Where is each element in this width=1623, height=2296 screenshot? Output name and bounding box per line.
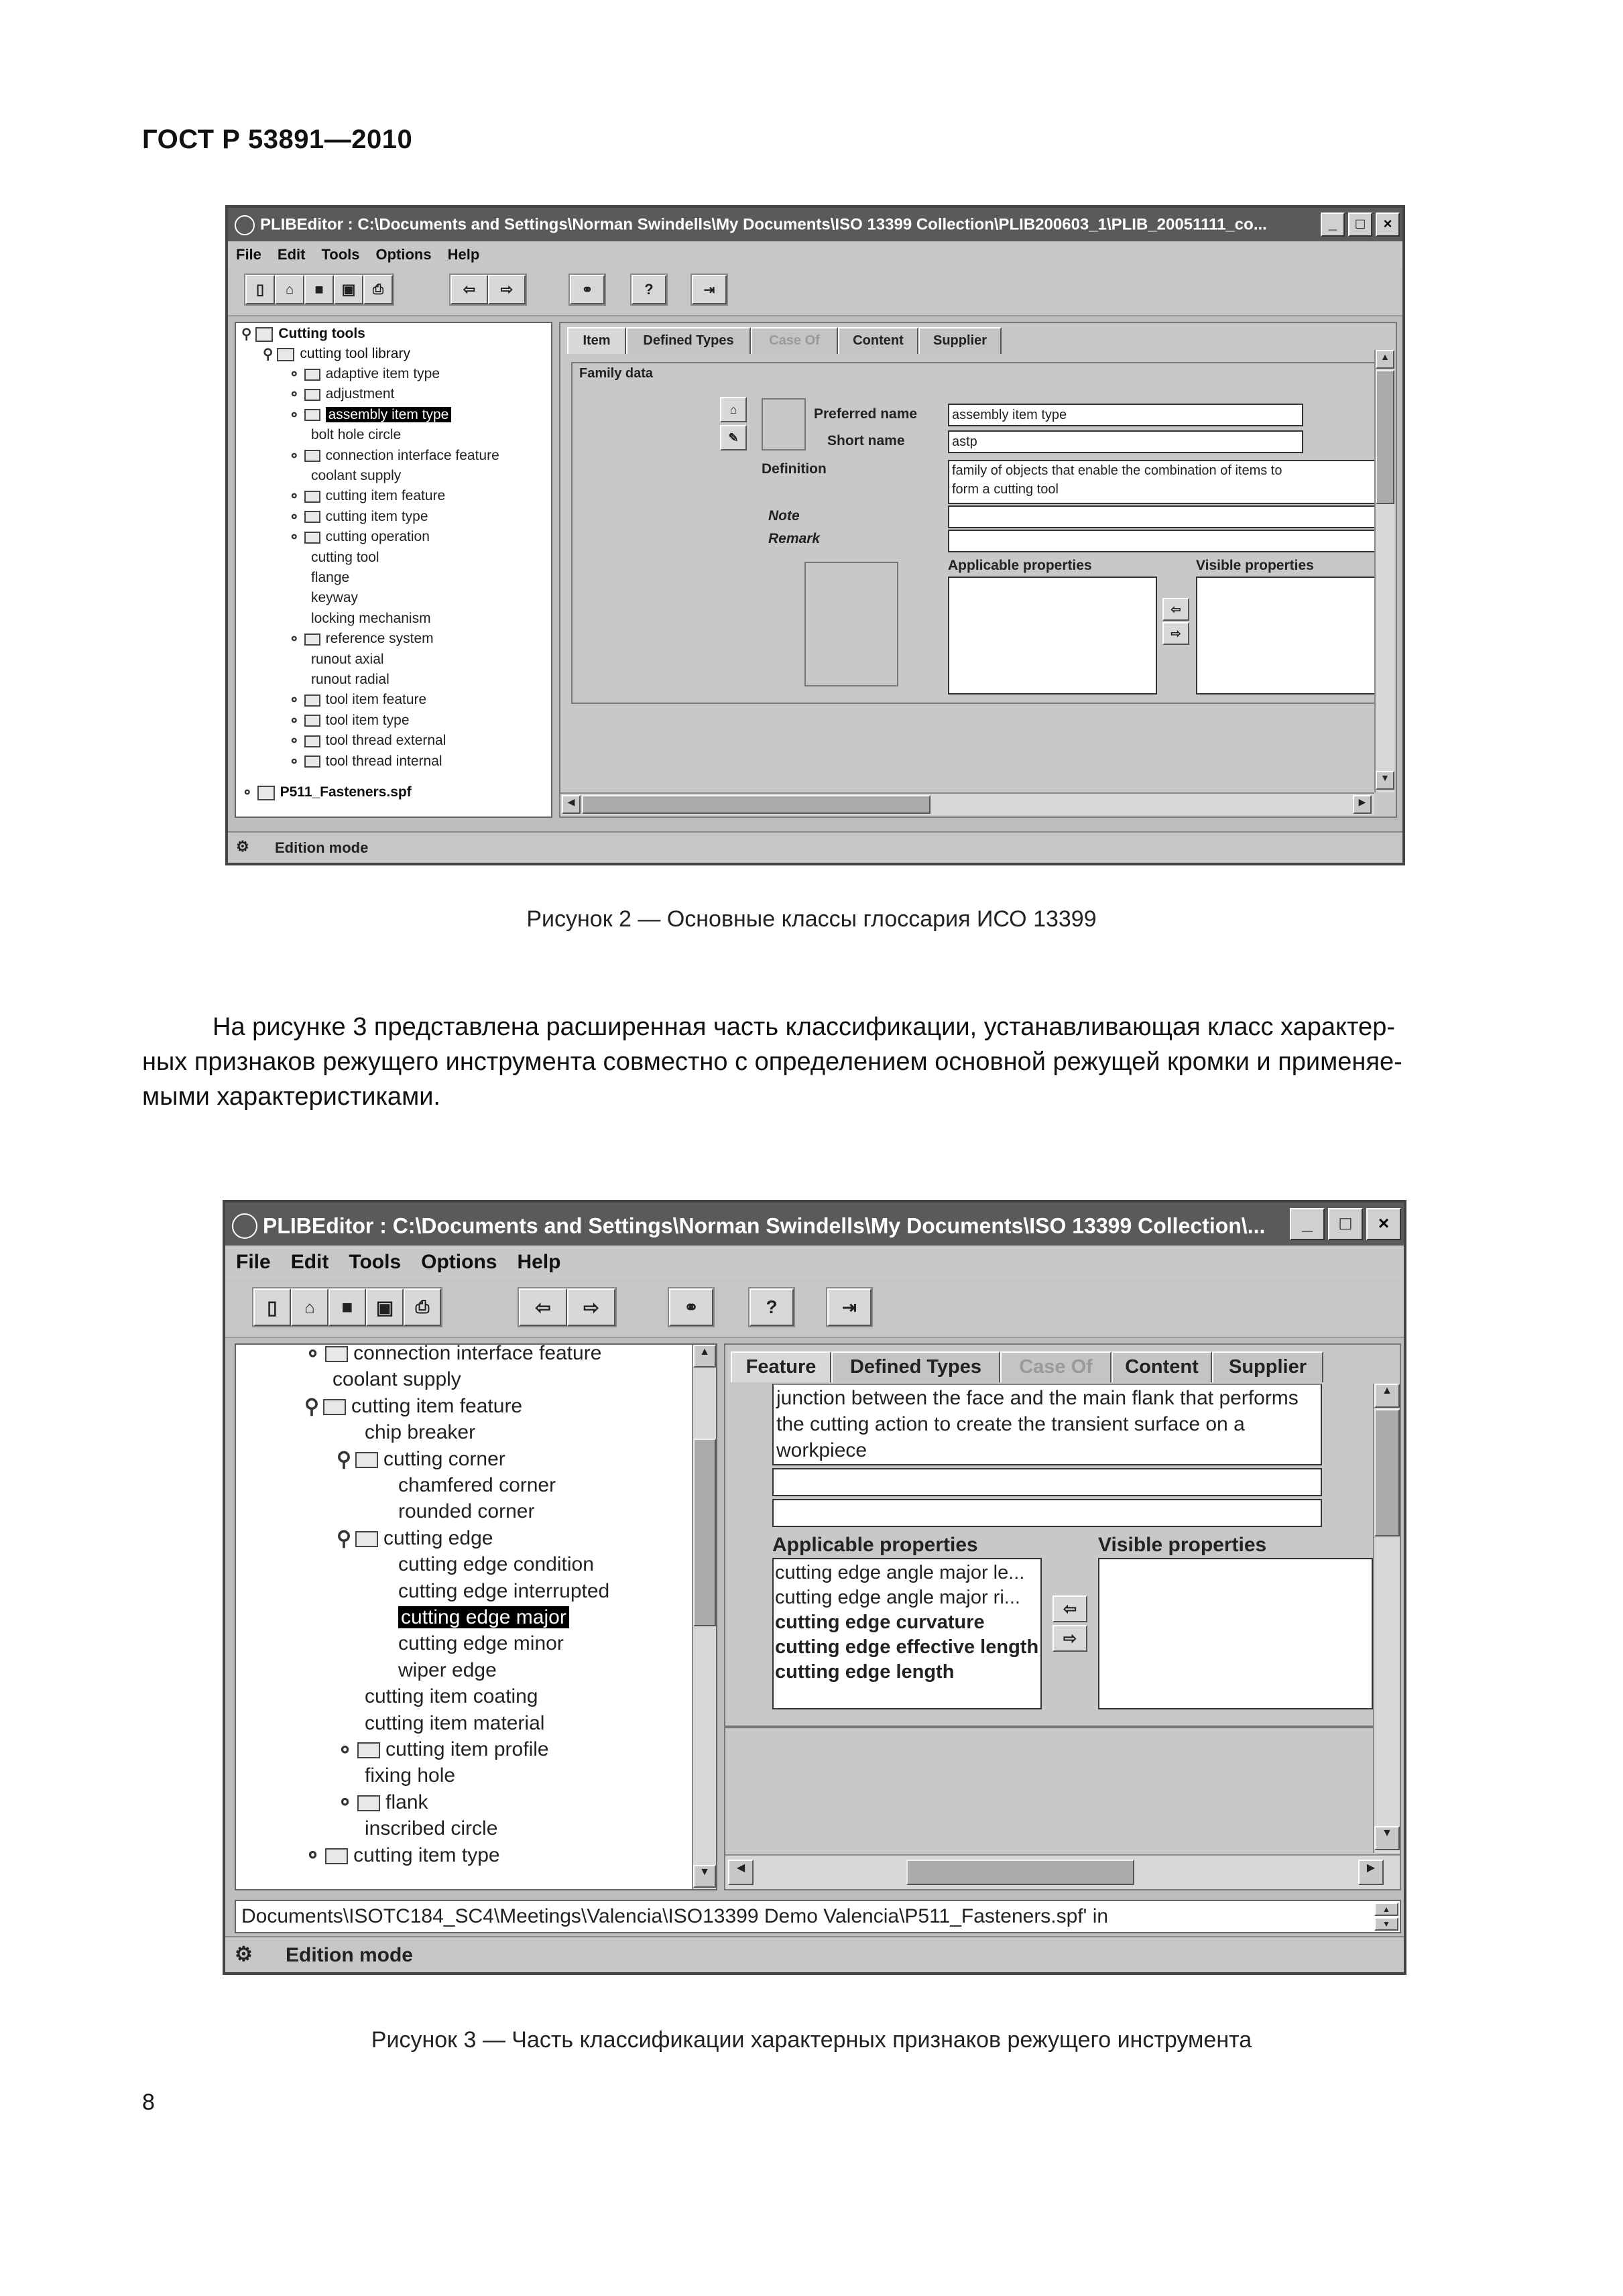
tree-item-label: chip breaker (365, 1421, 476, 1444)
tree-root-label: Cutting tools (278, 326, 365, 342)
tree-library-label: cutting tool library (300, 346, 410, 362)
app-globe-icon (235, 215, 255, 235)
definition-label: Definition (762, 461, 827, 477)
menu-options[interactable]: Options (375, 246, 432, 263)
edit-mode-icon: ⚙ (236, 838, 249, 855)
folder-icon (304, 532, 320, 544)
tree-item[interactable] (288, 631, 434, 648)
paragraph-line: На рисунке 3 представлена расширенная часть классификации, устанавливающая класс характер- (213, 1013, 1395, 1041)
open-file-icon[interactable]: ⌂ (720, 397, 747, 422)
back-arrow-icon[interactable]: ⇦ (519, 1288, 567, 1326)
save-as-icon[interactable]: ▣ (334, 275, 363, 304)
folder-icon (304, 694, 320, 707)
feature-panel (724, 1343, 1401, 1890)
tree-item[interactable] (398, 1474, 556, 1497)
applicable-properties-list[interactable] (772, 1558, 1042, 1709)
definition-line: family of objects that enable the combination of items to (952, 463, 1282, 478)
tree-item[interactable] (398, 1500, 534, 1523)
collapse-handle-icon[interactable]: ⚬ (241, 785, 253, 800)
remark-label: Remark (768, 531, 821, 546)
menu-help[interactable]: Help (517, 1251, 561, 1273)
back-arrow-icon[interactable]: ⇦ (450, 275, 488, 304)
preferred-name-field[interactable]: assembly item type (948, 404, 1303, 426)
print-icon[interactable]: ⎙ (404, 1288, 441, 1326)
menu-options[interactable]: Options (421, 1251, 497, 1273)
collapse-handle-icon[interactable]: ⚬ (288, 509, 300, 525)
tree-item-label: reference system (325, 631, 434, 647)
tab-case-of: Case Of (1000, 1351, 1111, 1382)
plibeditor-window-fig2 (225, 205, 1405, 865)
tree-item-label: cutting item type (325, 508, 428, 524)
scroll-thumb[interactable] (1374, 1409, 1400, 1536)
tree-item[interactable] (311, 672, 389, 688)
folder-icon (325, 1346, 348, 1362)
open-folder-icon[interactable]: ⌂ (275, 275, 304, 304)
tree-item[interactable] (311, 570, 349, 586)
new-file-icon[interactable]: ▯ (245, 275, 275, 304)
figure-3-caption: Рисунок 3 — Часть классификации характерных признаков режущего инструмента (371, 2027, 1252, 2053)
collapse-handle-icon[interactable]: ⚬ (337, 1739, 354, 1762)
horizontal-scrollbar[interactable] (725, 1854, 1400, 1889)
folder-icon (304, 715, 320, 727)
tree-item-label: locking mechanism (311, 610, 431, 626)
move-left-arrow-icon[interactable]: ⇦ (1053, 1595, 1087, 1622)
class-tree-panel[interactable] (235, 1343, 717, 1890)
tree-item[interactable] (304, 1343, 601, 1366)
tree-item[interactable] (288, 529, 430, 546)
tree-item-label: connection interface feature (353, 1343, 602, 1364)
collapse-handle-icon[interactable]: ⚬ (288, 448, 300, 464)
image-preview-box (804, 562, 898, 686)
tree-item[interactable] (288, 692, 426, 709)
tree-item-label: bolt hole circle (311, 427, 402, 443)
tree-item-label: fixing hole (365, 1764, 456, 1787)
tree-item[interactable] (398, 1632, 564, 1655)
tree-item-label: cutting edge condition (398, 1553, 594, 1576)
collapse-handle-icon[interactable]: ⚬ (288, 367, 300, 382)
scroll-left-icon[interactable]: ◀ (562, 795, 581, 814)
tree-item[interactable] (365, 1685, 538, 1708)
window-title: PLIBEditor : C:\Documents and Settings\Norman Swindells\My Documents\ISO 13399 Collection\PLIB200603_1\PLIB_20051111_co... (260, 215, 1267, 234)
close-button[interactable]: × (1376, 213, 1400, 237)
scroll-up-icon[interactable]: ▲ (1374, 1384, 1400, 1408)
save-icon[interactable]: ■ (304, 275, 334, 304)
tree-item[interactable] (398, 1659, 497, 1682)
tree-item-label: coolant supply (333, 1368, 461, 1391)
minimize-button[interactable]: _ (1321, 213, 1345, 237)
tree-item[interactable] (365, 1421, 475, 1444)
figure-2-caption: Рисунок 2 — Основные классы глоссария ИСО 13399 (526, 906, 1097, 932)
tree-item[interactable] (288, 407, 451, 424)
class-tree-panel[interactable] (235, 322, 552, 818)
vertical-scrollbar[interactable] (1374, 350, 1394, 792)
expand-handle-icon[interactable]: ⚲ (337, 1449, 351, 1471)
tree-file[interactable] (241, 784, 412, 801)
menu-bar (228, 241, 1402, 268)
folder-icon (304, 409, 320, 421)
tree-item-label: coolant supply (311, 468, 402, 483)
tree-file-label: P511_Fasteners.spf (280, 784, 412, 800)
scroll-up-icon[interactable]: ▲ (693, 1345, 716, 1368)
folder-open-icon (355, 1531, 378, 1547)
tree-item-label: tool thread internal (325, 753, 442, 769)
note-label: Note (768, 508, 800, 524)
tree-item-label: flank (385, 1791, 428, 1813)
collapse-handle-icon[interactable]: ⚬ (337, 1792, 354, 1815)
tree-item-label: adjustment (325, 386, 395, 402)
tab-supplier[interactable]: Supplier (1212, 1351, 1323, 1382)
scroll-right-icon[interactable]: ▶ (1353, 795, 1372, 814)
window-titlebar (225, 1203, 1404, 1246)
tree-item[interactable] (337, 1527, 493, 1551)
collapse-handle-icon[interactable]: ⚬ (288, 489, 300, 505)
exit-door-icon[interactable]: ⇥ (692, 275, 727, 304)
maximize-button[interactable]: □ (1328, 1208, 1363, 1240)
toolbar (225, 1279, 1404, 1338)
folder-open-icon (277, 348, 294, 361)
status-bar (225, 1936, 1404, 1975)
status-text: Edition mode (275, 839, 369, 856)
page-number: 8 (142, 2090, 155, 2115)
definition-field[interactable] (772, 1384, 1322, 1465)
save-icon[interactable]: ■ (328, 1288, 366, 1326)
definition-line: form a cutting tool (952, 482, 1059, 497)
tab-feature[interactable]: Feature (731, 1351, 831, 1382)
move-right-arrow-icon[interactable]: ⇨ (1162, 622, 1189, 645)
tree-item[interactable] (311, 427, 401, 443)
tree-item[interactable] (311, 611, 431, 627)
app-globe-icon (232, 1213, 257, 1239)
scroll-down-icon[interactable]: ▼ (693, 1865, 716, 1888)
tree-item[interactable] (398, 1580, 609, 1603)
folder-icon (304, 511, 320, 523)
tree-item-label: cutting item feature (351, 1394, 523, 1417)
close-button[interactable]: × (1366, 1208, 1401, 1240)
visible-properties-list[interactable] (1098, 1558, 1373, 1709)
tree-item[interactable] (288, 733, 446, 749)
scroll-thumb[interactable] (906, 1860, 1134, 1885)
group-title: Family data (579, 366, 654, 381)
print-icon[interactable]: ⎙ (363, 275, 393, 304)
edit-document-icon[interactable]: ✎ (720, 425, 747, 450)
tree-item[interactable] (311, 590, 358, 606)
scroll-down-icon[interactable]: ▼ (1376, 771, 1394, 790)
property-item[interactable]: cutting edge effective length (775, 1636, 1039, 1658)
tree-item-label: wiper edge (398, 1658, 497, 1681)
tree-item-label: cutting edge major (398, 1606, 569, 1628)
tab-defined-types[interactable]: Defined Types (626, 327, 751, 354)
folder-icon (357, 1742, 380, 1758)
menu-tools[interactable]: Tools (321, 246, 360, 263)
tree-item[interactable] (365, 1817, 497, 1840)
folder-icon (357, 1795, 380, 1811)
menu-edit[interactable]: Edit (277, 246, 306, 263)
tree-item[interactable] (288, 713, 410, 729)
folder-icon (304, 735, 320, 747)
visible-properties-label: Visible properties (1196, 558, 1314, 573)
tree-item-label: chamfered corner (398, 1474, 556, 1496)
expand-handle-icon[interactable]: ⚲ (263, 347, 274, 362)
library-icon (255, 327, 273, 342)
tree-item-label: tool item feature (325, 692, 427, 708)
tab-bar (731, 1351, 1323, 1382)
tree-item[interactable] (333, 1368, 461, 1391)
status-bar (228, 831, 1402, 865)
collapse-handle-icon[interactable]: ⚬ (288, 692, 300, 709)
tree-item-label: inscribed circle (365, 1817, 498, 1840)
tab-item[interactable]: Item (567, 327, 626, 354)
property-item[interactable]: cutting edge length (775, 1661, 955, 1683)
window-title: PLIBEditor : C:\Documents and Settings\Norman Swindells\My Documents\ISO 13399 Collection\... (263, 1213, 1266, 1238)
scroll-thumb[interactable] (1376, 370, 1394, 504)
tab-supplier[interactable]: Supplier (918, 327, 1002, 354)
tree-item-label: flange (311, 570, 350, 585)
tree-item[interactable] (288, 386, 394, 403)
scroll-down-icon[interactable]: ▼ (1374, 1826, 1400, 1850)
tree-item[interactable] (304, 1395, 522, 1419)
binoculars-icon[interactable]: ⚭ (669, 1288, 713, 1326)
collapse-handle-icon[interactable]: ⚬ (304, 1343, 322, 1366)
folder-icon (304, 756, 320, 768)
vertical-scrollbar[interactable] (1373, 1384, 1400, 1853)
definition-field[interactable] (948, 460, 1376, 504)
open-folder-icon[interactable]: ⌂ (291, 1288, 328, 1326)
image-slot (762, 398, 806, 450)
visible-properties-list[interactable] (1196, 577, 1376, 694)
log-line: Documents\ISOTC184_SC4\Meetings\Valencia\ISO13399 Demo Valencia\P511_Fasteners.spf' in (241, 1905, 1109, 1927)
collapse-handle-icon[interactable]: ⚬ (288, 530, 300, 546)
definition-line: junction between the face and the main flank that performs (776, 1387, 1299, 1409)
tree-item-label: connection interface feature (325, 447, 499, 463)
tree-item-label: cutting item material (365, 1711, 545, 1734)
property-item[interactable]: cutting edge curvature (775, 1612, 985, 1633)
tree-item-label: tool thread external (325, 733, 446, 749)
menu-tools[interactable]: Tools (349, 1251, 402, 1273)
scroll-right-icon[interactable]: ▶ (1358, 1860, 1384, 1885)
forward-arrow-icon[interactable]: ⇨ (567, 1288, 615, 1326)
new-file-icon[interactable]: ▯ (253, 1288, 291, 1326)
applicable-properties-list[interactable] (948, 577, 1157, 694)
log-scroll-down-icon[interactable]: ▼ (1374, 1917, 1398, 1931)
tree-item[interactable] (337, 1738, 549, 1762)
paragraph-line: мыми характеристиками. (142, 1083, 440, 1111)
tree-item[interactable] (288, 448, 499, 465)
tab-content[interactable]: Content (1111, 1351, 1212, 1382)
property-item[interactable]: cutting edge angle major ri... (775, 1587, 1020, 1608)
expand-handle-icon[interactable]: ⚲ (241, 326, 252, 342)
collapse-handle-icon[interactable]: ⚬ (288, 407, 300, 423)
status-text: Edition mode (286, 1944, 413, 1966)
tree-item-label: tool item type (325, 712, 410, 728)
folder-icon (304, 633, 320, 646)
remark-field[interactable] (772, 1499, 1322, 1527)
tree-item[interactable] (398, 1606, 569, 1629)
visible-properties-label: Visible properties (1098, 1534, 1267, 1556)
tree-item[interactable] (288, 366, 440, 383)
folder-icon (304, 369, 320, 381)
plibeditor-window-fig3 (223, 1200, 1406, 1975)
remark-field[interactable] (948, 530, 1376, 552)
move-right-arrow-icon[interactable]: ⇨ (1053, 1625, 1087, 1652)
help-icon[interactable]: ? (632, 275, 666, 304)
definition-line: workpiece (776, 1439, 867, 1461)
applicable-properties-label: Applicable properties (948, 558, 1092, 573)
window-titlebar (228, 208, 1402, 241)
menu-bar (225, 1246, 1404, 1279)
menu-file[interactable]: File (236, 1251, 271, 1273)
short-name-label: Short name (827, 433, 905, 448)
tree-item-label: cutting edge minor (398, 1632, 564, 1655)
tree-item-label: cutting item profile (385, 1738, 549, 1760)
collapse-handle-icon[interactable]: ⚬ (288, 631, 300, 648)
scroll-thumb[interactable] (693, 1439, 716, 1626)
tree-item-label: cutting operation (325, 529, 430, 545)
tree-library[interactable] (263, 346, 410, 363)
folder-open-icon (323, 1399, 346, 1415)
folder-icon (304, 450, 320, 462)
tree-item[interactable] (288, 488, 445, 505)
vertical-scrollbar[interactable] (692, 1345, 716, 1889)
tree-item-label: cutting item type (353, 1844, 500, 1866)
collapse-handle-icon[interactable]: ⚬ (288, 753, 300, 770)
edit-mode-icon: ⚙ (235, 1943, 253, 1966)
tree-item[interactable] (311, 652, 384, 668)
library-icon (257, 786, 275, 800)
definition-line: the cutting action to create the transient surface on a (776, 1413, 1245, 1435)
property-item[interactable]: cutting edge angle major le... (775, 1562, 1025, 1583)
tree-item[interactable] (288, 753, 442, 770)
folder-icon (304, 389, 320, 401)
tree-item[interactable] (337, 1448, 505, 1472)
collapse-handle-icon[interactable]: ⚬ (304, 1845, 322, 1868)
save-as-icon[interactable]: ▣ (366, 1288, 404, 1326)
log-area (235, 1900, 1401, 1933)
tree-item-label: assembly item type (326, 407, 452, 422)
tree-item[interactable] (311, 468, 401, 484)
body-paragraph (142, 1010, 1483, 1114)
tree-root[interactable] (241, 326, 365, 343)
tree-item[interactable] (304, 1844, 500, 1868)
forward-arrow-icon[interactable]: ⇨ (488, 275, 526, 304)
preferred-name-label: Preferred name (814, 406, 918, 422)
tree-item-label: adaptive item type (325, 366, 440, 382)
horizontal-scrollbar[interactable] (560, 792, 1374, 815)
scroll-up-icon[interactable]: ▲ (1376, 350, 1394, 369)
expand-handle-icon[interactable]: ⚲ (304, 1396, 319, 1418)
folder-open-icon (355, 1452, 378, 1468)
tree-item-label: cutting tool (311, 549, 379, 565)
collapse-handle-icon[interactable]: ⚬ (288, 387, 300, 403)
log-scroll-up-icon[interactable]: ▲ (1374, 1902, 1398, 1916)
applicable-properties-label: Applicable properties (772, 1534, 978, 1556)
folder-icon (325, 1848, 348, 1864)
tree-item-label: cutting item feature (325, 488, 446, 504)
collapse-handle-icon[interactable]: ⚬ (288, 713, 300, 729)
note-field[interactable] (772, 1468, 1322, 1496)
tree-item-label: cutting edge (383, 1526, 493, 1549)
tree-item-label: cutting corner (383, 1447, 505, 1470)
collapse-handle-icon[interactable]: ⚬ (288, 733, 300, 749)
paragraph-line: ных признаков режущего инструмента совместно с определением основной режущей кромки и применяе- (142, 1048, 1402, 1076)
page-header: ГОСТ Р 53891—2010 (142, 125, 413, 154)
menu-file[interactable]: File (236, 246, 261, 263)
tree-item-label: keyway (311, 590, 359, 606)
family-data-group (571, 362, 1376, 704)
scroll-left-icon[interactable]: ◀ (728, 1860, 754, 1885)
menu-edit[interactable]: Edit (290, 1251, 329, 1273)
tree-item[interactable] (398, 1553, 594, 1576)
tree-item-label: cutting item coating (365, 1685, 538, 1708)
toolbar (228, 268, 1402, 316)
exit-door-icon[interactable]: ⇥ (827, 1288, 871, 1326)
tree-item-label: rounded corner (398, 1500, 535, 1523)
minimize-button[interactable]: _ (1290, 1208, 1325, 1240)
tab-content[interactable]: Content (838, 327, 918, 354)
panel-divider (725, 1726, 1373, 1728)
tree-item[interactable] (365, 1764, 455, 1787)
help-icon[interactable]: ? (749, 1288, 794, 1326)
scroll-thumb[interactable] (582, 795, 930, 814)
menu-help[interactable]: Help (447, 246, 480, 263)
item-panel (559, 322, 1397, 818)
binoculars-icon[interactable]: ⚭ (570, 275, 605, 304)
tree-item[interactable] (288, 509, 428, 526)
tree-item-label: runout radial (311, 672, 389, 687)
folder-icon (304, 491, 320, 503)
tab-case-of: Case Of (751, 327, 838, 354)
tree-item-label: cutting edge interrupted (398, 1579, 610, 1602)
expand-handle-icon[interactable]: ⚲ (337, 1528, 351, 1551)
tree-item[interactable] (311, 550, 379, 566)
tree-item[interactable] (365, 1712, 544, 1735)
tab-bar (567, 327, 1002, 354)
note-field[interactable] (948, 505, 1376, 528)
tree-item[interactable] (337, 1791, 428, 1815)
short-name-field[interactable]: astp (948, 430, 1303, 453)
move-left-arrow-icon[interactable]: ⇦ (1162, 598, 1189, 621)
tree-item-label: runout axial (311, 651, 384, 667)
maximize-button[interactable]: □ (1348, 213, 1372, 237)
tab-defined-types[interactable]: Defined Types (831, 1351, 1000, 1382)
